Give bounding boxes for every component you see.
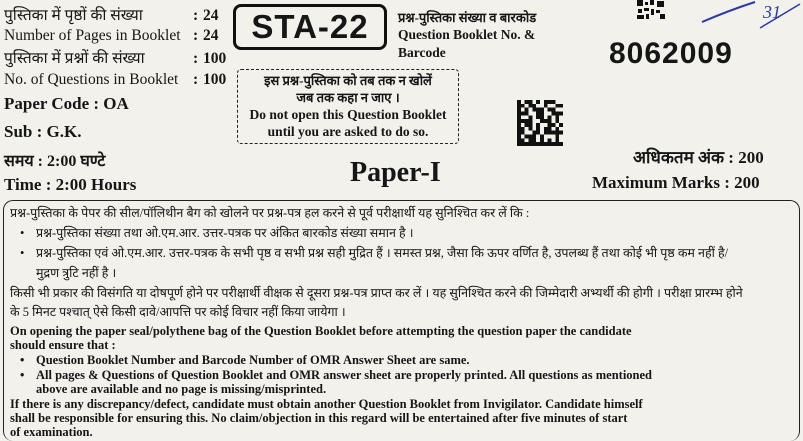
instruction-para-en: shall be responsible for ensuring this. No claim/objection in this regard will be entertained after five minutes of start — [10, 411, 628, 425]
colon: : — [193, 50, 199, 67]
handwritten-number: 31 — [763, 2, 781, 22]
instructions-intro-hi: प्रश्न-पुस्तिका के पेपर की सील/पॉलिथीन बैग को खोलने पर प्रश्न-पत्र हल करने से पूर्व परीक्षार्थी यह सुनिश्चित कर लें कि : — [10, 206, 530, 220]
pages-label-hi: पुस्तिका में पृष्ठों की संख्या — [4, 7, 143, 24]
booklet-label-en-1: Question Booklet No. & — [398, 27, 536, 42]
pages-value-en: 24 — [203, 27, 219, 44]
qr-code-icon — [516, 100, 564, 146]
handwritten-annotation — [700, 0, 803, 30]
max-marks-hi: अधिकतम अंक : 200 — [633, 148, 764, 167]
subject: Sub : G.K. — [4, 122, 82, 141]
instruction-bullet-en-cont: above are available and no page is missing/misprinted. — [36, 382, 327, 396]
time-en: Time : 2:00 Hours — [4, 175, 137, 194]
bullet-icon: • — [20, 226, 25, 240]
booklet-label-en-2: Barcode — [398, 45, 446, 60]
caution-line: until you are asked to do so. — [267, 124, 429, 139]
colon: : — [193, 71, 199, 88]
instruction-para-en: of examination. — [10, 425, 93, 439]
instruction-para-hi: के 5 मिनट पश्चात् ऐसे किसी दावे/आपत्ति पर कोई विचार नहीं किया जायेगा । — [10, 305, 346, 319]
pages-label-en: Number of Pages in Booklet — [4, 27, 181, 44]
pages-value-hi: 24 — [203, 7, 219, 24]
caution-line: इस प्रश्न-पुस्तिका को तब तक न खोलें — [264, 73, 432, 88]
instruction-para-en: If there is any discrepancy/defect, candidate must obtain another Question Booklet from Invigilator. Candidate himself — [10, 397, 643, 411]
series-code-box: STA-22 — [233, 4, 387, 50]
instruction-intro-en: should ensure that : — [10, 338, 116, 352]
questions-value-hi: 100 — [203, 50, 227, 67]
time-hi: समय : 2:00 घण्टे — [4, 153, 106, 170]
instruction-bullet-hi-cont: मुद्रण त्रुटि नहीं है । — [36, 266, 117, 280]
questions-label-en: No. of Questions in Booklet — [4, 71, 179, 88]
instruction-bullet-en: Question Booklet Number and Barcode Number of OMR Answer Sheet are same. — [36, 353, 470, 367]
questions-value-en: 100 — [203, 71, 227, 88]
booklet-number: 8062009 — [609, 37, 733, 70]
instruction-para-hi: किसी भी प्रकार की विसंगति या दोषपूर्ण होने पर परीक्षार्थी वीक्षक से दूसरा प्रश्न-पत्र प्राप्त कर लें । यह सुनिश्चित करने की जिम्मेदारी अभ्यर्थी की होगी । परीक्षा प्रारम्भ होने — [10, 286, 743, 300]
bullet-icon: • — [20, 368, 25, 382]
instruction-intro-en: On opening the paper seal/polythene bag of the Question Booklet before attempting the question paper the candidate — [10, 324, 632, 338]
colon: : — [193, 27, 199, 44]
caution-box — [237, 69, 459, 144]
paper-code: Paper Code : OA — [4, 94, 129, 113]
bullet-icon: • — [20, 353, 25, 367]
max-marks-en: Maximum Marks : 200 — [592, 173, 760, 192]
barcode-top-icon — [636, 0, 666, 20]
paper-title: Paper-I — [350, 157, 441, 188]
instruction-bullet-hi: प्रश्न-पुस्तिका संख्या तथा ओ.एम.आर. उत्तर-पत्रक पर अंकित बारकोड संख्या समान है । — [36, 226, 414, 240]
instruction-bullet-hi: प्रश्न-पुस्तिका एवं ओ.एम.आर. उत्तर-पत्रक के सभी पृष्ठ व सभी प्रश्न सही मुद्रित हैं । समस्त प्रश्न, जैसा कि ऊपर वर्णित है, उपलब्ध हैं तथा कोई भी पृष्ठ कम नहीं है/ — [36, 246, 729, 260]
caution-line: Do not open this Question Booklet — [249, 107, 447, 122]
booklet-label-hi: प्रश्न-पुस्तिका संख्या व बारकोड — [398, 10, 537, 25]
bullet-icon: • — [20, 246, 25, 260]
instruction-bullet-en: All pages & Questions of Question Booklet and OMR answer sheet are properly printed. All questions as mentioned — [36, 368, 653, 382]
caution-line: जब तक कहा न जाए । — [296, 90, 400, 105]
colon: : — [193, 7, 199, 24]
questions-label-hi: पुस्तिका में प्रश्नों की संख्या — [4, 50, 145, 67]
